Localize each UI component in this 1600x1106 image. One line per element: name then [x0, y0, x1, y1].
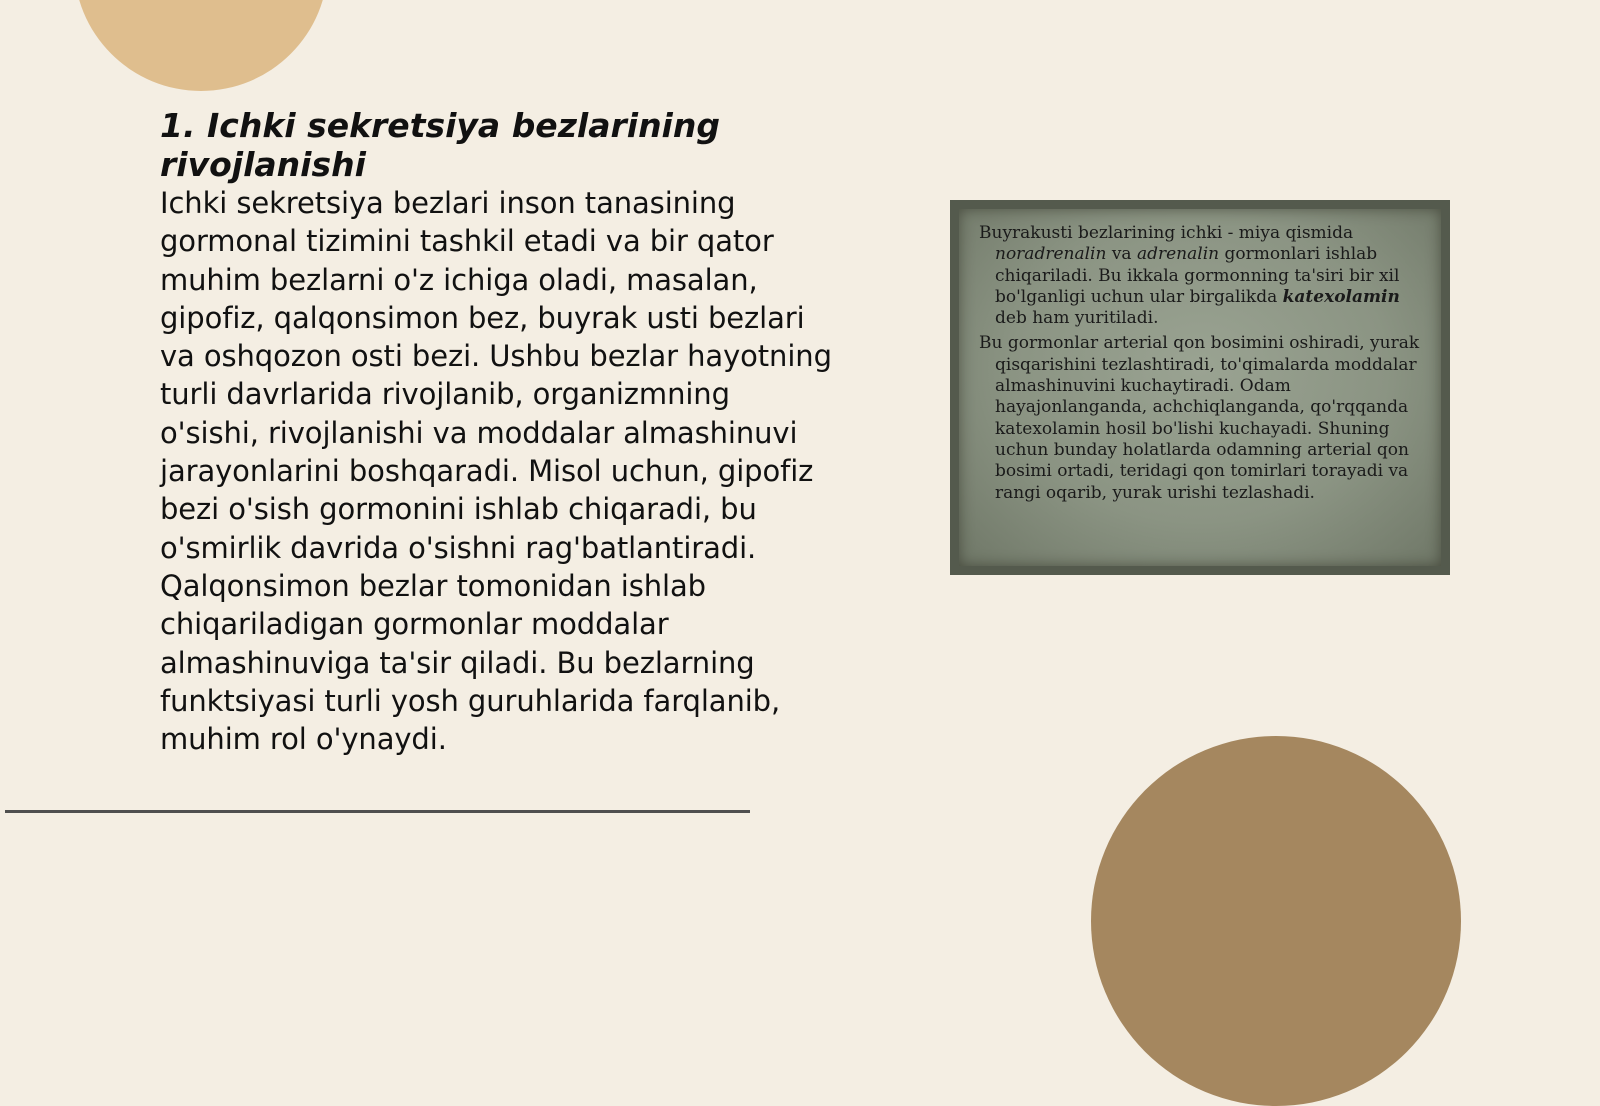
decorative-circle-bottom	[1091, 736, 1461, 1106]
image-term-noradrenalin: noradrenalin	[995, 244, 1107, 265]
image-text-run: Buyrakusti bezlarining ichki - miya qismida	[979, 223, 1354, 243]
divider-line	[5, 810, 750, 813]
image-term-katexolamin: katexolamin	[1282, 286, 1400, 307]
slide-body-text: Ichki sekretsiya bezlari inson tanasining gormonal tizimini tashkil etadi va bir qator muhim bezlarni o'z ichiga oladi, masalan, gipofiz, qalqonsimon bez, buyrak usti bezlari va oshqozon osti bezi. Ushbu bezlar hayotning turli davrlarida rivojlanib, organizmning o'sishi, rivojlanishi va moddalar almashinuvi jarayonlarini boshqaradi. Misol uchun, gipofiz bezi o'sish gormonini ishlab chiqaradi, bu o'smirlik davrida o'sishni rag'batlantiradi. Qalqonsimon bezlar tomonidan ishlab chiqariladigan gormonlar moddalar almashinuviga ta'sir qiladi. Bu bezlarning funktsiyasi turli yosh guruhlarida farqlanib, muhim rol o'ynaydi.	[160, 186, 832, 757]
image-paragraph-2: Bu gormonlar arterial qon bosimini oshiradi, yurak qisqarishini tezlashtiradi, to'qimalarda moddalar almashinuvini kuchaytiradi. Odam hayajonlanganda, achchiqlanganda, qo'rqqanda katexolamin hosil bo'lishi kuchayadi. Shuning uchun bunday holatlarda odamning arterial qon bosimi ortadi, teridagi qon tomirlari torayadi va rangi oqarib, yurak urishi tezlashadi.	[979, 333, 1420, 503]
slide-title: 1. Ichki sekretsiya bezlarining rivojlanishi	[160, 106, 720, 184]
image-text-run: deb ham yuritiladi.	[995, 308, 1159, 329]
decorative-circle-top	[74, 0, 328, 91]
image-text-run: va	[1106, 244, 1137, 265]
image-paragraph-1	[979, 223, 1421, 329]
image-text-run: gormonlari ishlab chiqariladi. Bu ikkala gormonning ta'siri bir xil bo'lganligi uchun ular birgalikda	[995, 244, 1400, 307]
image-term-adrenalin: adrenalin	[1136, 244, 1220, 265]
textbook-image	[950, 200, 1450, 575]
